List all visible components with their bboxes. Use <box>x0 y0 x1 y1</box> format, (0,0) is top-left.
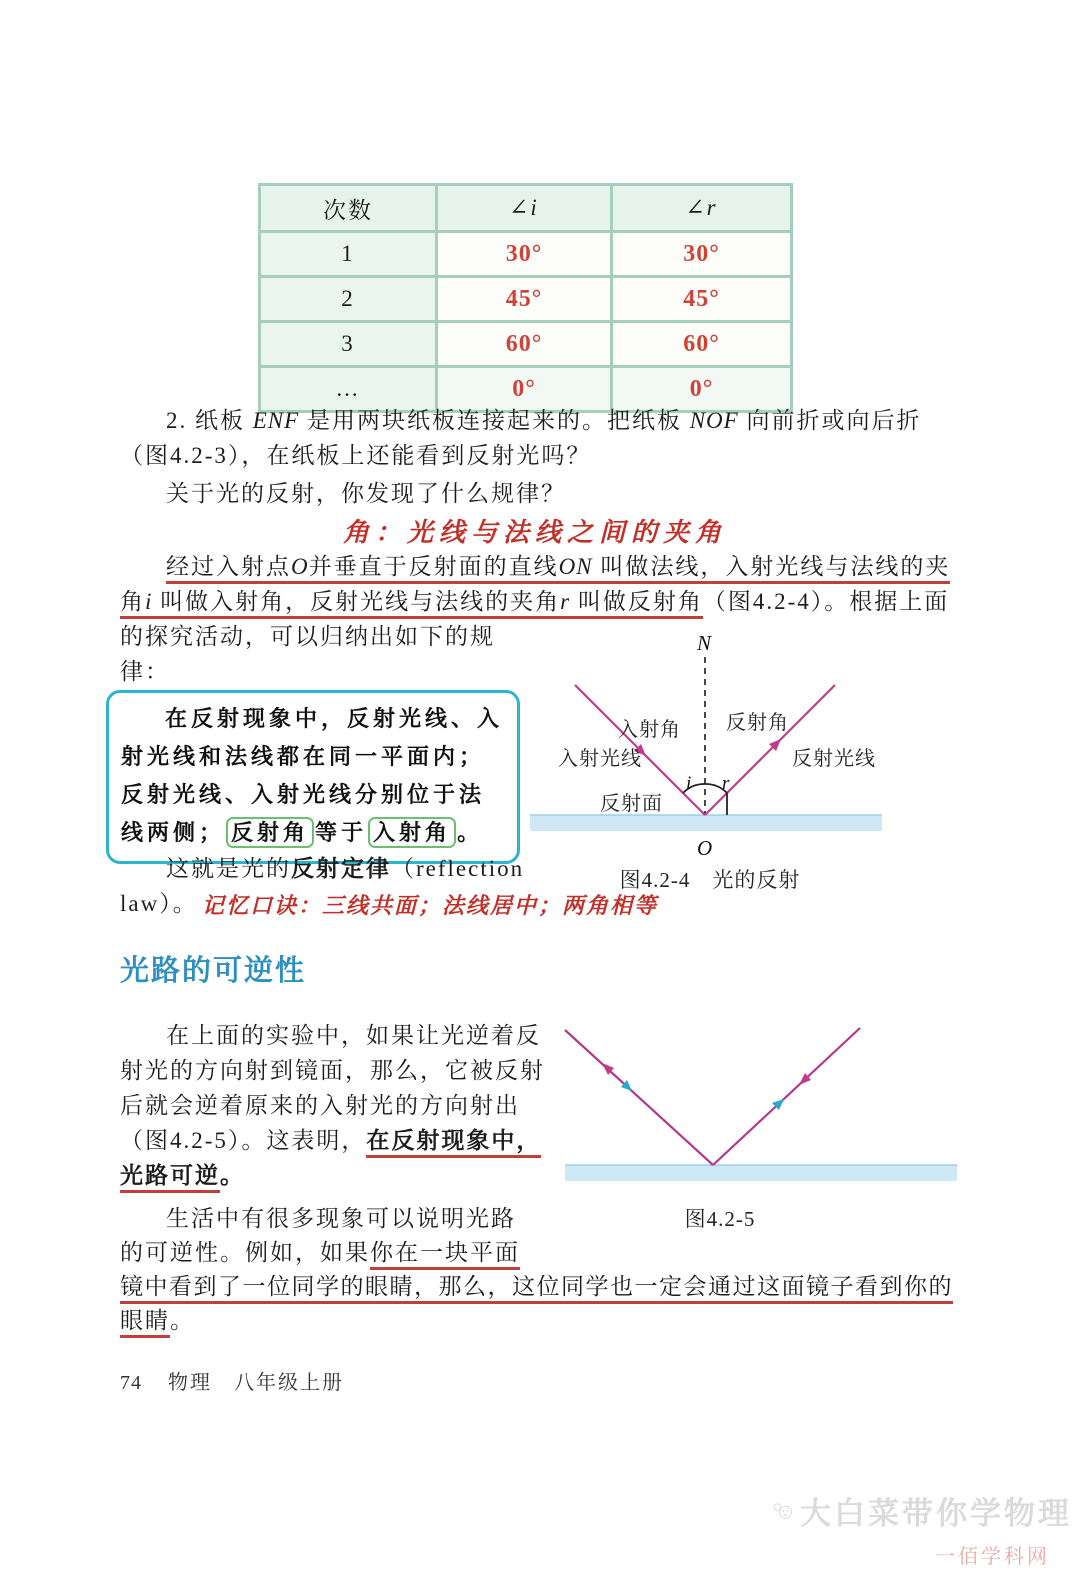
text-run-italic: ON <box>558 554 593 579</box>
underlined-text: 眼睛 <box>120 1308 170 1338</box>
text-run: 并垂直于反射面的直线 <box>308 554 559 579</box>
text-run: （reflection law）。 <box>120 856 525 916</box>
trial-number: 2 <box>260 277 437 322</box>
label-reflect-ray: 反射光线 <box>792 748 876 770</box>
text-run: 在上面的实验中，如果让光逆着反射光的方向射到镜面，那么，它被反射后就会逆着原来的入射光的方向射出（图4.2-5）。这表明， <box>120 1023 545 1153</box>
handwritten-value: 45° <box>505 285 543 312</box>
page-number: 74 <box>120 1372 142 1394</box>
handwritten-value: 0° <box>512 375 536 402</box>
figure-4-2-5-caption: 图4.2-5 <box>684 1207 756 1231</box>
law-text: 。 <box>457 820 484 845</box>
label-angle-r: r <box>722 773 730 794</box>
text-run-italic: r <box>560 589 571 614</box>
table-row <box>260 277 792 322</box>
paragraph-enf <box>120 403 948 473</box>
text-run: 叫做反射角 <box>570 589 703 614</box>
label-normal-N: N <box>697 633 712 655</box>
table-row <box>260 232 792 277</box>
text-run: 。 <box>170 1308 195 1333</box>
paragraph-normal-line1 <box>120 549 950 584</box>
handwritten-mnemonic: 记忆口诀：三线共面；法线居中；两角相等 <box>202 893 659 919</box>
footer-book: 八年级上册 <box>234 1372 344 1394</box>
paragraph-question: 关于光的反射，你发现了什么规律？ <box>166 481 566 506</box>
law-text: 在反射现象中，反射光线、入射光线和法线都在同一平面内；反射光线、入射光线分别位于法线两侧； <box>121 706 504 845</box>
angle-table-wrap <box>258 183 793 413</box>
reflection-law-box <box>106 690 520 864</box>
label-angle-i: i <box>686 773 692 794</box>
term-reflection-law: 反射定律 <box>291 855 391 881</box>
paragraph-life-line4 <box>120 1303 195 1338</box>
label-incident-angle: 入射角 <box>618 719 681 741</box>
page-footer <box>120 1366 344 1395</box>
section-heading-reversibility: 光路的可逆性 <box>120 955 307 987</box>
trial-number: … <box>260 367 437 412</box>
paragraph-normal-line2 <box>120 584 949 619</box>
handwritten-value: 30° <box>505 240 543 267</box>
reflecting-surface-band <box>565 1165 957 1181</box>
text-run: 这就是光的 <box>166 856 291 881</box>
green-boxed-term-incident-angle: 入射角 <box>368 817 456 848</box>
cabbage-mascot-icon <box>772 1490 794 1532</box>
text-run: 角 <box>120 589 145 614</box>
col-header-angle-r: ∠r <box>612 185 792 232</box>
text-run: 的可逆性。例如，如果 <box>120 1240 370 1265</box>
text-run-italic: i <box>145 589 153 614</box>
paragraph-life-line3 <box>120 1269 953 1304</box>
angle-measurement-table <box>258 183 793 413</box>
text-run: 向前折或向后折（图4.2-3），在纸板上还能看到反射光吗？ <box>120 408 922 468</box>
paragraph-life-line2 <box>120 1235 520 1270</box>
watermark <box>772 1488 1072 1533</box>
label-point-O: O <box>697 836 713 860</box>
watermark-text: 大白菜带你学物理 <box>800 1496 1072 1531</box>
law-text: 等于 <box>315 820 368 845</box>
table-header-row <box>260 185 792 232</box>
text-run: （图4.2-4）。根据上面 <box>702 589 950 614</box>
underlined-text: 你在一块平面 <box>370 1240 520 1270</box>
handwritten-value: 30° <box>683 240 720 267</box>
right-ray-line <box>713 1028 860 1165</box>
handwritten-value: 60° <box>505 330 543 357</box>
left-ray-line <box>565 1030 713 1165</box>
label-reflect-angle: 反射角 <box>726 712 789 734</box>
paragraph-life-line1: 生活中有很多现象可以说明光路 <box>166 1206 516 1231</box>
handwritten-note-angle: 角：光线与法线之间的夹角 <box>342 518 727 548</box>
green-boxed-term-reflect-angle: 反射角 <box>226 817 314 848</box>
figure-4-2-4-caption: 图4.2-4 光的反射 <box>619 868 801 892</box>
label-surface: 反射面 <box>600 793 663 815</box>
paragraph-reversibility <box>120 1018 550 1193</box>
emphasized-reversible-text: 在反射现象中，光路可逆 <box>120 1127 541 1193</box>
text-run: 经过入射点 <box>166 554 291 579</box>
figure-4-2-4-diagram <box>530 633 950 863</box>
handwritten-value: 0° <box>689 375 714 402</box>
trial-number: 1 <box>260 232 437 277</box>
text-run: 叫做入射角，反射光线与法线的夹角 <box>152 589 561 614</box>
text-run-italic: ENF <box>252 408 300 433</box>
text-run: 是用两块纸板连接起来的。把纸板 <box>299 408 690 433</box>
text-run-italic: O <box>291 554 309 579</box>
col-header-trial: 次数 <box>260 185 437 232</box>
trial-number: 3 <box>260 322 437 367</box>
paragraph-normal-line4: 律： <box>120 659 170 684</box>
label-incident-ray: 入射光线 <box>558 748 642 770</box>
text-run-italic: NOF <box>689 408 739 433</box>
reflecting-surface-band <box>530 815 882 831</box>
col-header-angle-i: ∠i <box>437 185 612 232</box>
footer-subject: 物理 <box>168 1372 212 1394</box>
paragraph-normal-line3: 的探究活动，可以归纳出如下的规 <box>120 624 495 649</box>
text-run: 叫做法线，入射光线与法线的夹 <box>592 554 951 579</box>
underlined-text: 镜中看到了一位同学的眼睛，那么，这位同学也一定会通过这面镜子看到你的 <box>120 1274 953 1304</box>
figure-4-2-5-diagram <box>550 1015 970 1190</box>
handwritten-value: 45° <box>683 285 720 312</box>
table-row <box>260 322 792 367</box>
handwritten-value: 60° <box>683 330 720 357</box>
watermark-site: 一佰学科网 <box>935 1546 1050 1568</box>
text-run: 2. 纸板 <box>166 408 253 433</box>
text-run: 。 <box>220 1162 245 1188</box>
